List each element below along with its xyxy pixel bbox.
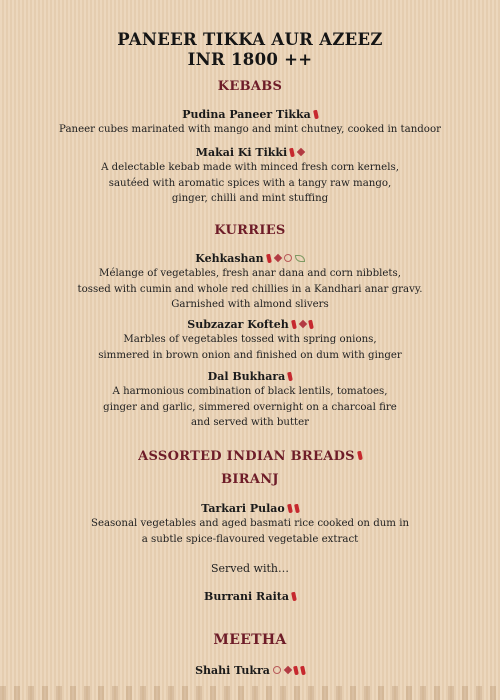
dish-tarkari-pulao	[0, 502, 500, 515]
dish-desc-dal-bukhara	[0, 384, 500, 431]
section-title-breads	[0, 449, 500, 464]
heart-icon	[298, 320, 306, 328]
dish-desc-makai-ki-tikki	[0, 160, 500, 207]
desc-line: A harmonious combination of black lentils, tomatoes,	[112, 386, 388, 397]
dish-desc-kehkashan	[0, 266, 500, 313]
dish-dal-bukhara	[0, 370, 500, 383]
chili-icon	[289, 147, 295, 157]
chili-icon	[308, 319, 314, 329]
desc-line: tossed with cumin and whole red chillies in a Kandhari anar gravy.	[77, 283, 423, 295]
chili-icon	[294, 503, 300, 513]
chili-icon	[287, 371, 293, 381]
nut-icon	[284, 254, 292, 262]
menu-title-line1: PANEER TIKKA AUR AZEEZ	[117, 30, 383, 49]
heart-icon	[273, 254, 281, 262]
chili-icon	[313, 109, 319, 119]
heart-icon	[284, 666, 292, 674]
section-title-kebabs: KEBABS	[217, 79, 283, 94]
desc-line: sautéed with aromatic spices with a tangy raw mango,	[108, 177, 392, 189]
dish-name: Makai Ki Tikki	[195, 146, 288, 159]
dish-subzazar-kofteh	[0, 318, 500, 331]
section-title-text: ASSORTED INDIAN BREADS	[138, 449, 355, 464]
dish-name: Shahi Tukra	[195, 664, 270, 677]
dish-desc-pudina-paneer-tikka	[0, 122, 500, 138]
dish-name: Kehkashan	[195, 252, 264, 265]
desc-line: Paneer cubes marinated with mango and mint chutney, cooked in tandoor	[59, 124, 441, 135]
desc-line: simmered in brown onion and finished on dum with ginger	[98, 349, 402, 361]
dish-name: Subzazar Kofteh	[187, 318, 289, 331]
nut-icon	[273, 666, 281, 674]
menu-price: INR 1800 ++	[187, 50, 313, 69]
chili-icon	[291, 319, 297, 329]
desc-line: Mélange of vegetables, fresh anar dana and corn nibblets,	[99, 268, 401, 279]
desc-line: ginger, chilli and mint stuffing	[171, 193, 329, 204]
desc-line: Garnished with almond slivers	[171, 299, 329, 310]
dish-burrani-raita	[0, 590, 500, 603]
dish-kehkashan	[0, 252, 500, 265]
desc-line: a subtle spice-flavoured vegetable extract	[141, 533, 359, 545]
served-with-label: Served with…	[210, 562, 289, 575]
chili-icon	[266, 253, 272, 263]
dish-desc-tarkari-pulao	[0, 516, 500, 547]
dish-pudina-paneer-tikka	[0, 108, 500, 121]
dish-makai-ki-tikki	[0, 146, 500, 159]
dish-name: Pudina Paneer Tikka	[182, 108, 311, 121]
desc-line: Seasonal vegetables and aged basmati rice cooked on dum in	[90, 518, 410, 529]
desc-line: Marbles of vegetables tossed with spring onions,	[123, 334, 377, 345]
dish-desc-subzazar-kofteh	[0, 332, 500, 363]
dish-name: Dal Bukhara	[207, 370, 286, 383]
dish-shahi-tukra	[0, 664, 500, 677]
decorative-border	[0, 686, 500, 700]
leaf-icon	[295, 255, 305, 262]
section-title-kurries: KURRIES	[214, 223, 286, 238]
section-title-biranj: BIRANJ	[221, 472, 279, 487]
chili-icon	[300, 665, 306, 675]
heart-icon	[297, 148, 305, 156]
dish-name: Tarkari Pulao	[201, 502, 285, 515]
dish-name: Burrani Raita	[204, 590, 289, 603]
desc-line: ginger and garlic, simmered overnight on a charcoal fire	[103, 401, 397, 413]
chili-icon	[293, 665, 299, 675]
desc-line: A delectable kebab made with minced fresh corn kernels,	[101, 162, 399, 173]
chili-icon	[287, 503, 293, 513]
section-title-meetha: MEETHA	[213, 632, 287, 648]
chili-icon	[291, 591, 297, 601]
desc-line: and served with butter	[190, 417, 310, 428]
chili-icon	[357, 451, 363, 461]
